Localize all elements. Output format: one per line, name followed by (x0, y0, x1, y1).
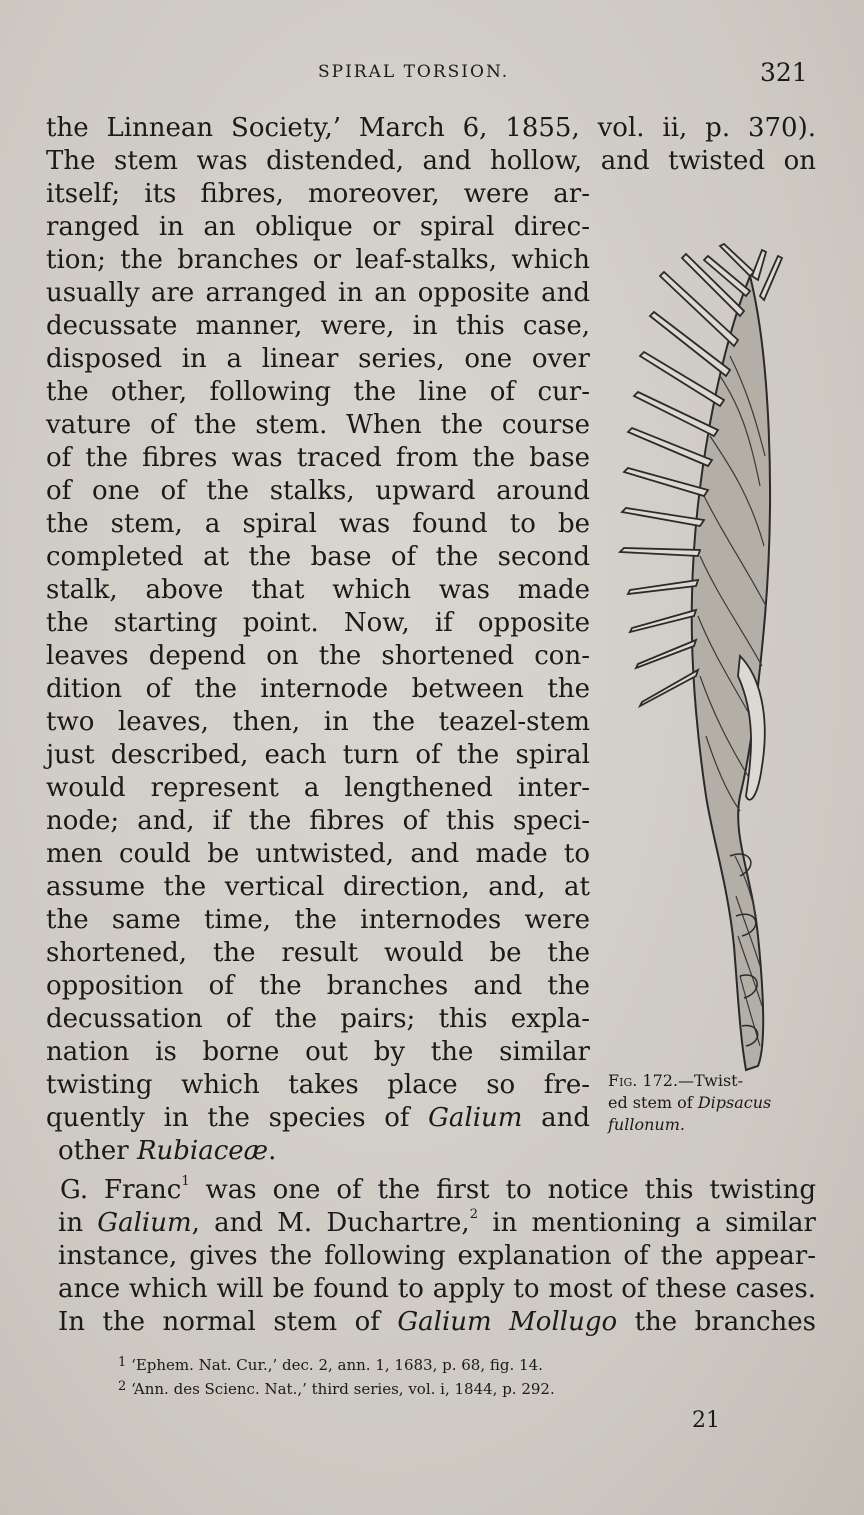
text-line: the starting point. Now, if opposite (46, 608, 590, 638)
text-run: in mentioning a similar (477, 1208, 816, 1238)
footnote-text: ‘Ann. des Scienc. Nat.,’ third series, vol. i, 1844, p. 292. (131, 1380, 555, 1398)
text-line: usually are arranged in an opposite and (46, 278, 590, 308)
text-run: . (268, 1136, 277, 1166)
text-line: decussation of the pairs; this expla- (46, 1004, 590, 1034)
text-line: of the fibres was traced from the base (46, 443, 590, 473)
text-line: dition of the internode between the (46, 674, 590, 704)
footnote-1 (118, 1356, 543, 1374)
caption-italic: Dipsacus (697, 1093, 772, 1112)
text-line: ance which will be found to apply to most of these cases. (58, 1274, 816, 1304)
text-run: and (522, 1103, 590, 1133)
text-line: opposition of the branches and the (46, 971, 590, 1001)
caption-text: —Twist- (678, 1071, 743, 1090)
text-line (58, 1307, 816, 1337)
text-line: nation is borne out by the similar (46, 1037, 590, 1067)
text-line: tion; the branches or leaf-stalks, which (46, 245, 590, 275)
text-line: the Linnean Society,’ March 6, 1855, vol. ii, p. 370). (46, 113, 816, 143)
text-line: would represent a lengthened inter- (46, 773, 590, 803)
footnote-text: ‘Ephem. Nat. Cur.,’ dec. 2, ann. 1, 1683, p. 68, fig. 14. (131, 1356, 543, 1374)
text-line (58, 1208, 816, 1238)
text-line: vature of the stem. When the course (46, 410, 590, 440)
running-head (0, 58, 864, 88)
text-run: in (58, 1208, 98, 1238)
figure-caption-line3: fullonum. (608, 1115, 685, 1134)
text-run: In the normal stem of (58, 1307, 398, 1337)
italic-term: Galium (97, 1208, 192, 1238)
twisted-stem-illustration (600, 236, 810, 1086)
italic-term: Galium (428, 1103, 523, 1133)
caption-text: ed stem of (608, 1093, 698, 1112)
figure-caption-line2 (608, 1092, 771, 1113)
figure-label: Fig. 172. (608, 1071, 679, 1090)
text-run: was one of the first to notice this twisting (189, 1175, 816, 1205)
footnote-2 (118, 1380, 555, 1398)
footnote-mark: 1 (118, 1355, 127, 1370)
text-line: of one of the stalks, upward around (46, 476, 590, 506)
text-line (60, 1175, 816, 1205)
text-run: quently in the species of (46, 1103, 429, 1133)
footnote-mark: 2 (118, 1379, 127, 1394)
figure-caption-line1 (608, 1070, 743, 1091)
text-run: , and M. Duchartre, (191, 1208, 470, 1238)
text-line: ranged in an oblique or spiral direc- (46, 212, 590, 242)
text-line: instance, gives the following explanation of the appear- (58, 1241, 816, 1271)
text-line: shortened, the result would be the (46, 938, 590, 968)
italic-term: Rubiaceæ (136, 1136, 269, 1166)
text-line: assume the vertical direction, and, at (46, 872, 590, 902)
text-line: completed at the base of the second (46, 542, 590, 572)
text-run: G. Franc (60, 1175, 182, 1205)
text-line: decussate manner, were, in this case, (46, 311, 590, 341)
text-run: the branches (617, 1307, 817, 1337)
footnote-ref: 2 (469, 1207, 478, 1222)
italic-term: Galium Mollugo (397, 1307, 618, 1337)
text-line: the stem, a spiral was found to be (46, 509, 590, 539)
text-line: men could be untwisted, and made to (46, 839, 590, 869)
text-run: other (58, 1136, 137, 1166)
text-line: disposed in a linear series, one over (46, 344, 590, 374)
text-line: itself; its fibres, moreover, were ar- (46, 179, 590, 209)
text-line: node; and, if the fibres of this speci- (46, 806, 590, 836)
text-line (58, 1136, 276, 1166)
text-line: leaves depend on the shortened con- (46, 641, 590, 671)
signature-mark: 21 (692, 1408, 720, 1433)
right-stalks (752, 250, 782, 300)
text-line: the same time, the internodes were (46, 905, 590, 935)
page-number: 321 (760, 58, 808, 87)
text-line: stalk, above that which was made (46, 575, 590, 605)
running-title: SPIRAL TORSION. (318, 62, 510, 82)
text-line: just described, each turn of the spiral (46, 740, 590, 770)
text-line: the other, following the line of cur- (46, 377, 590, 407)
footnote-ref: 1 (181, 1174, 190, 1189)
text-line: twisting which takes place so fre- (46, 1070, 590, 1100)
text-line (46, 1103, 590, 1133)
text-line: two leaves, then, in the teazel-stem (46, 707, 590, 737)
text-line: The stem was distended, and hollow, and twisted on (46, 146, 816, 176)
